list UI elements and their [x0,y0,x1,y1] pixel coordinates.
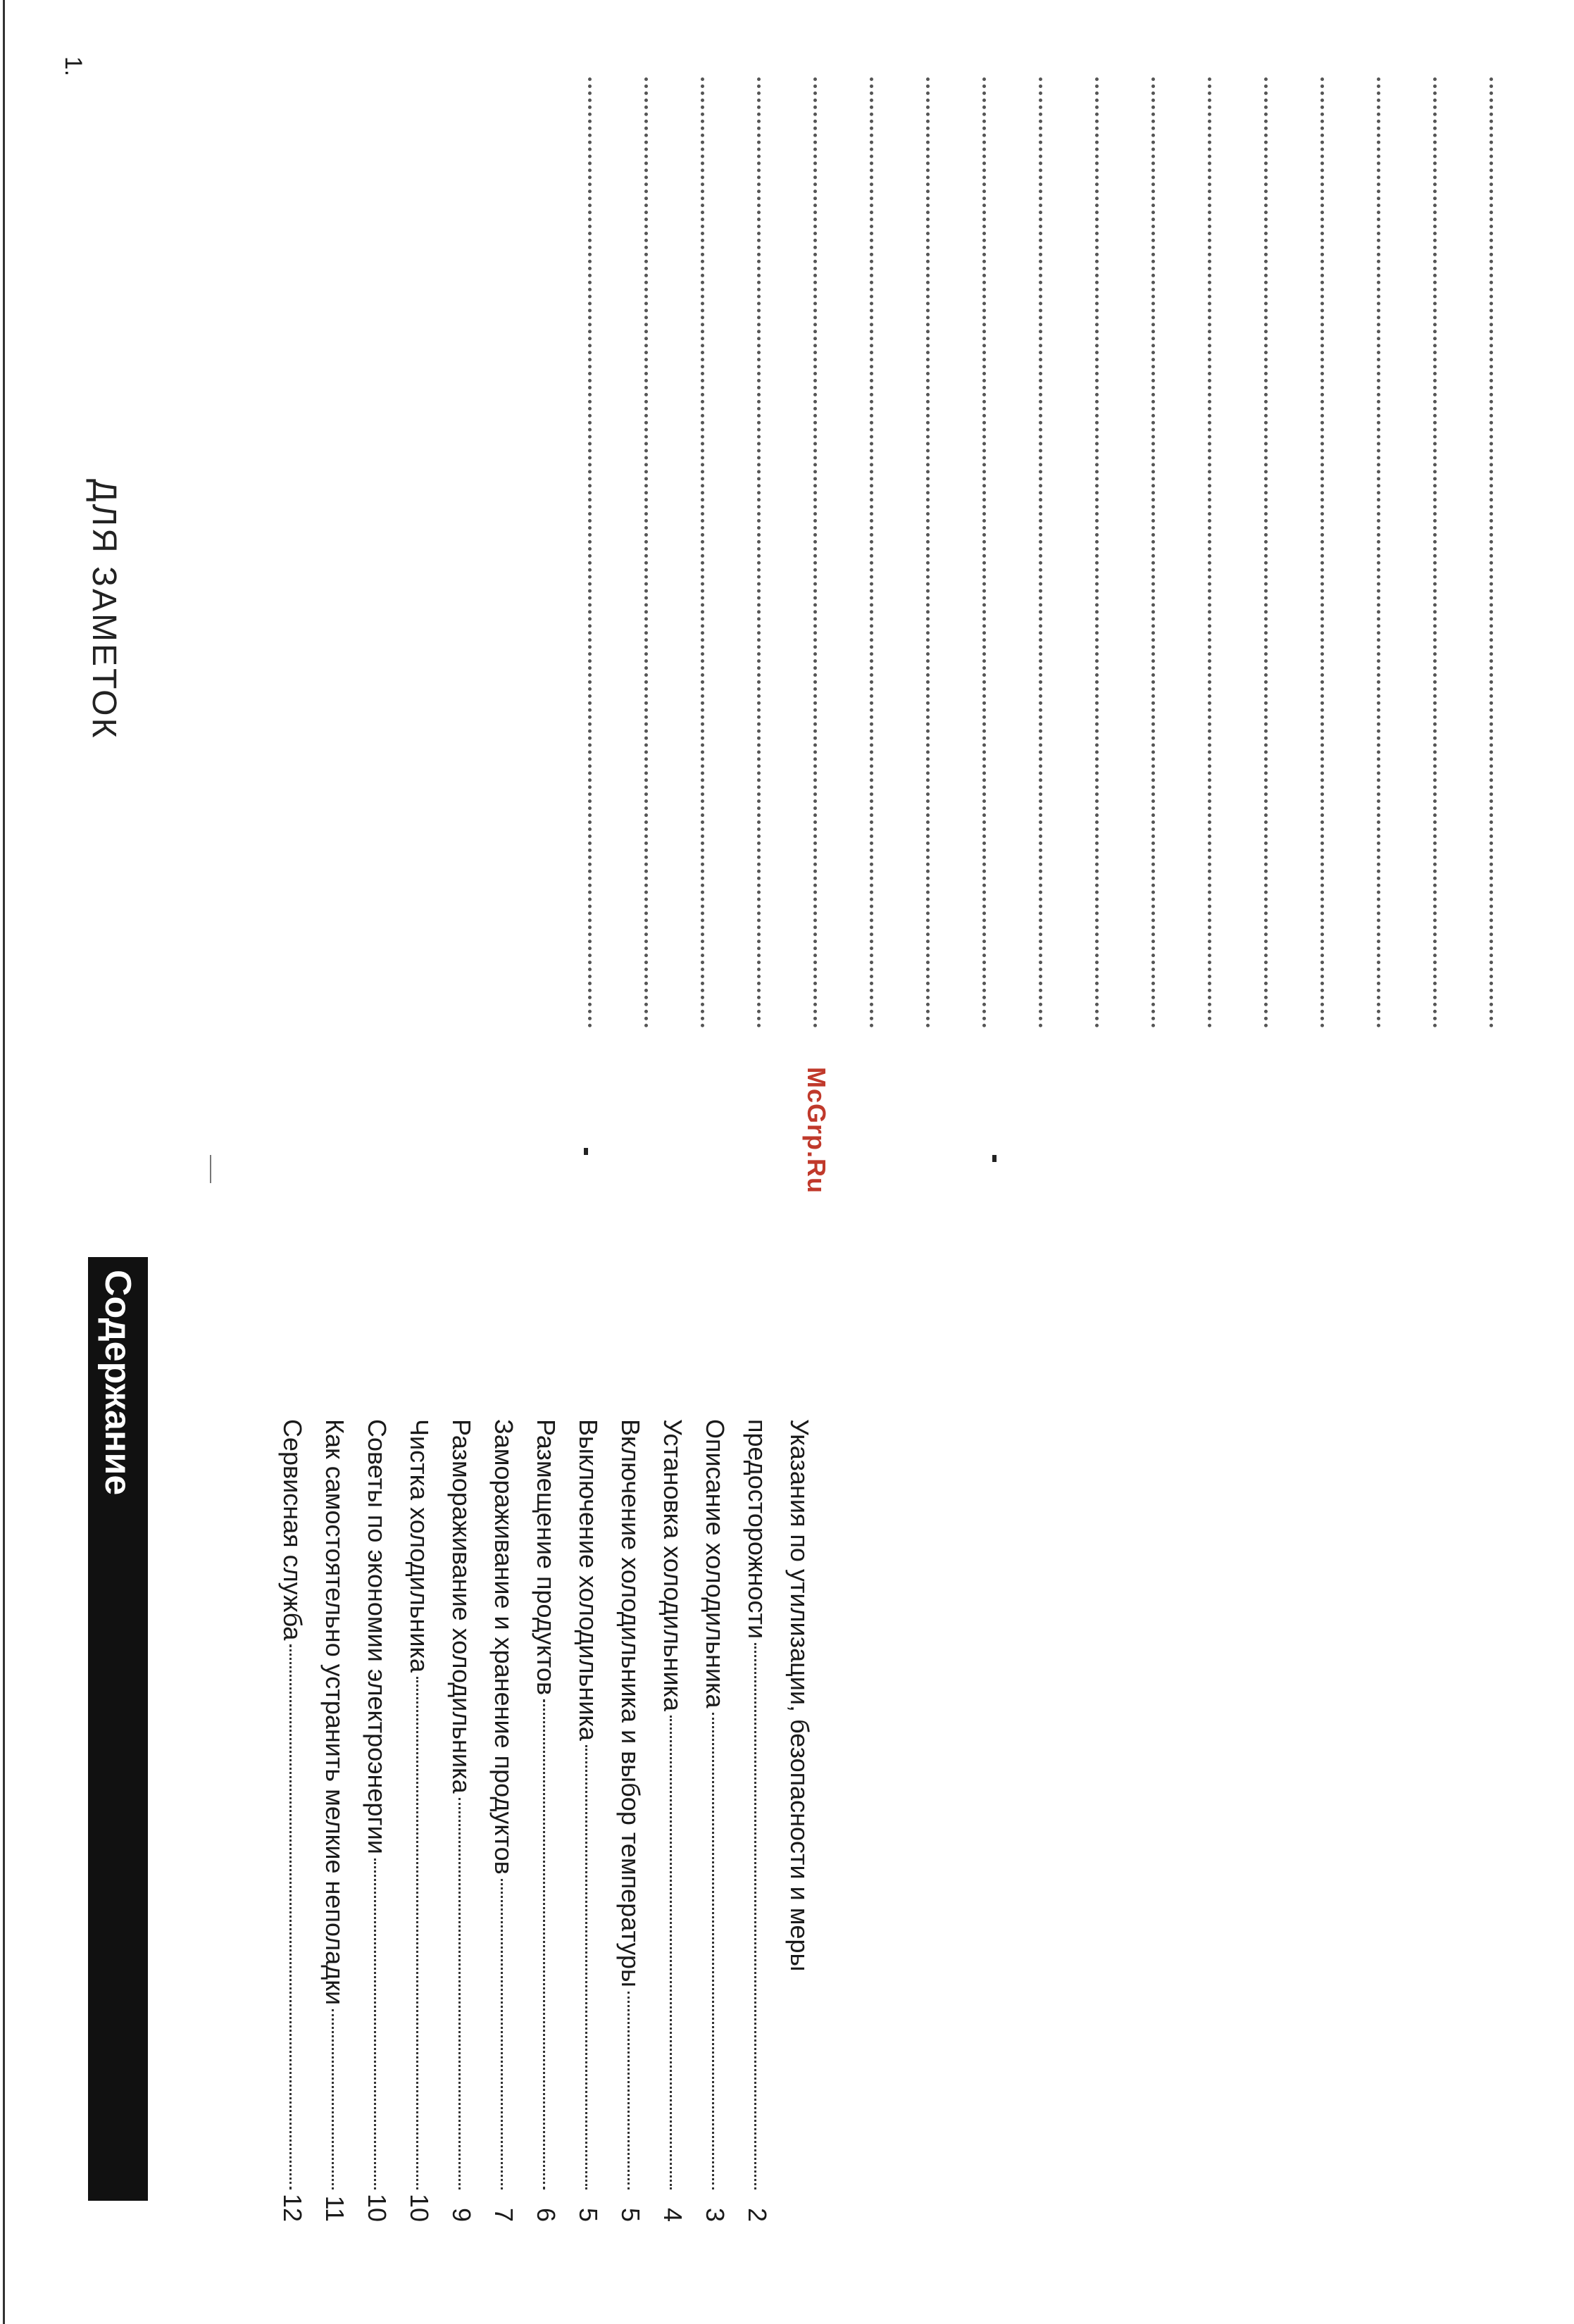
toc-entry-page: 5 [616,2207,645,2222]
toc-entry-page: 6 [532,2207,561,2222]
notes-line [1377,77,1380,1028]
scan-speck [210,1155,211,1183]
scan-speck [992,1155,997,1162]
toc-dot-leader [754,1643,756,2189]
toc-dot-leader [585,1745,587,2189]
toc-list [271,1419,820,2222]
notes-title: ДЛЯ ЗАМЕТОК [85,479,123,740]
toc-dot-leader [458,1798,461,2189]
toc-dot-leader [627,1992,630,2189]
notes-line [1489,77,1493,1028]
notes-line [1039,77,1042,1028]
notes-line [813,77,817,1028]
scan-edge-line [3,0,5,2324]
toc-entry-page: 10 [363,2193,392,2222]
scan-speck [584,1148,588,1155]
toc-header-bar [88,1257,148,2201]
notes-line [644,77,648,1028]
notes-line [588,77,592,1028]
notes-line [757,77,761,1028]
watermark-text: McGrp.Ru [802,1067,831,1194]
toc-entry-page: 3 [701,2207,730,2222]
toc-dot-leader [543,1699,545,2189]
toc-title: Содержание [97,1270,139,1496]
notes-line [701,77,704,1028]
toc-entry-title: Чистка холодильника [405,1419,434,1673]
toc-entry-title: Описание холодильника [701,1419,730,1708]
toc-entry-title: Как самостоятельно устранить мелкие неполадки [320,1419,349,2006]
toc-entry [271,1419,313,2222]
toc-dot-leader [289,1644,292,2189]
toc-entry-page: 4 [658,2207,687,2222]
notes-line [1320,77,1324,1028]
toc-entry-page: 11 [320,2195,349,2222]
toc-dot-leader [712,1713,714,2189]
toc-entry-title: Выключение холодильника [574,1419,603,1741]
toc-entry-title: Замораживание и хранение продуктов [489,1419,518,1875]
notes-line [1151,77,1155,1028]
notes-line [870,77,873,1028]
notes-line [1433,77,1437,1028]
toc-dot-leader [501,1879,503,2189]
toc-entry [313,1419,356,2222]
toc-entry [567,1419,609,2222]
toc-entry-page: 9 [447,2207,476,2222]
toc-entry-title: Включение холодильника и выбор температуры [616,1419,645,1987]
page-number: 1. [60,56,87,77]
toc-entry [525,1419,567,2222]
toc-entry [694,1419,736,2222]
toc-entry-page: 7 [489,2207,518,2222]
notes-line [982,77,986,1028]
toc-entry [482,1419,525,2222]
toc-entry-page: 5 [574,2207,603,2222]
toc-dot-leader [670,1716,672,2189]
toc-entry [736,1419,820,2222]
toc-dot-leader [416,1677,418,2189]
toc-entry-title: Сервисная служба [278,1419,307,1641]
toc-entry-page: 2 [743,2207,772,2222]
toc-entry-title: Размораживание холодильника [447,1419,476,1794]
toc-entry-page: 10 [405,2193,434,2222]
toc-entry-page: 12 [278,2193,307,2222]
toc-entry-title-line1: Указания по утилизации, безопасности и меры [785,1419,814,1972]
toc-entry [651,1419,694,2222]
toc-entry-title: Советы по экономии электроэнергии [363,1419,392,1854]
toc-entry [356,1419,398,2222]
toc-dot-leader [374,1858,376,2189]
notes-line [1208,77,1211,1028]
notes-line [1264,77,1268,1028]
toc-entry [609,1419,651,2222]
notes-line [926,77,930,1028]
toc-entry-title: предосторожности [743,1419,772,1639]
toc-entry-title: Установка холодильника [658,1419,687,1712]
toc-entry [398,1419,440,2222]
toc-entry [440,1419,482,2222]
notes-line [1095,77,1099,1028]
toc-entry-title: Размещение продуктов [532,1419,561,1696]
toc-dot-leader [332,2009,334,2189]
